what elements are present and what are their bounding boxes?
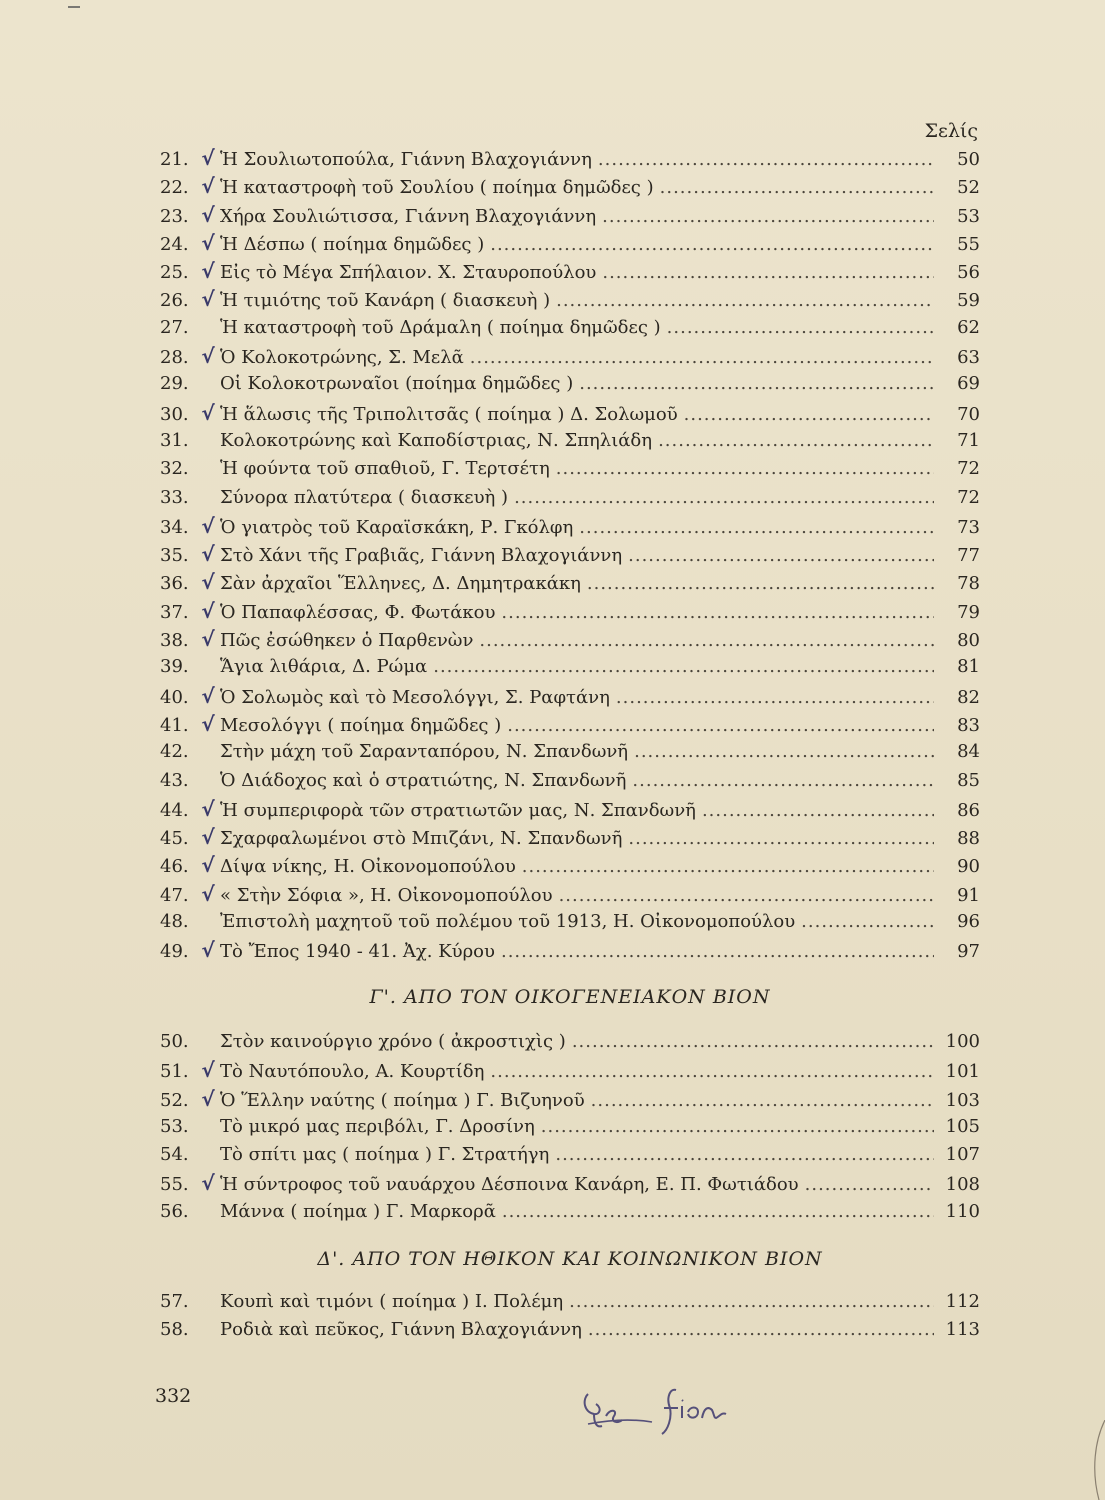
entry-page: 69: [957, 373, 980, 395]
entry-title: Ὁ Κολοκοτρώνης, Σ. Μελᾶ: [220, 347, 464, 369]
entry-page: 84: [957, 741, 980, 763]
dot-leader: [579, 514, 934, 542]
entry-number: 35.: [160, 545, 189, 567]
dot-leader: [684, 401, 934, 429]
dot-leader: [587, 570, 934, 598]
entry-page: 79: [957, 601, 980, 623]
entry-number: 45.: [160, 828, 189, 850]
check-mark-icon: √: [201, 711, 215, 736]
entry-number: 23.: [160, 205, 189, 227]
dot-leader: [572, 1028, 934, 1056]
dot-leader: [805, 1171, 934, 1199]
check-mark-icon: √: [201, 287, 215, 312]
entry-number: 21.: [160, 149, 189, 170]
check-mark-icon: √: [201, 202, 215, 227]
entry-page: 113: [945, 1319, 980, 1341]
toc-entry: [160, 314, 980, 342]
entry-title: Τὸ μικρό μας περιβόλι, Γ. Δροσίνη: [220, 1115, 535, 1137]
dot-leader: [522, 853, 934, 881]
entry-title: Ἡ καταστροφὴ τοῦ Σουλίου ( ποίημα δημῶδες ): [220, 177, 654, 199]
entry-title: Μεσολόγγι ( ποίημα δημῶδες ): [220, 714, 502, 736]
entry-number: 47.: [160, 884, 189, 906]
entry-title: Χήρα Σουλιώτισσα, Γιάννη Βλαχογιάννη: [220, 205, 597, 227]
toc-entry: [160, 455, 980, 483]
toc-entry: [160, 342, 980, 370]
toc-entry: [160, 285, 980, 313]
entry-number: 41.: [160, 714, 189, 736]
entry-number: 56.: [160, 1200, 189, 1222]
dot-leader: [569, 1288, 934, 1316]
entry-number: 44.: [160, 799, 189, 821]
entry-title: Πῶς ἐσώθηκεν ὁ Παρθενὼν: [220, 630, 474, 652]
entry-number: 40.: [160, 686, 189, 708]
entry-page: 103: [945, 1089, 980, 1111]
entry-title: Στὴν μάχη τοῦ Σαρανταπόρου, Ν. Σπανδωνῆ: [220, 741, 629, 763]
entry-page: 112: [945, 1291, 980, 1312]
entry-title: Ἡ τιμιότης τοῦ Κανάρη ( διασκευὴ ): [220, 290, 551, 312]
entry-page: 78: [957, 573, 980, 595]
check-mark-icon: √: [201, 1058, 215, 1083]
entry-number: 52.: [160, 1089, 189, 1111]
toc-entry: [160, 257, 980, 285]
dot-leader: [579, 370, 934, 398]
entry-page: 50: [957, 149, 980, 170]
toc-entry: [160, 597, 980, 625]
check-mark-icon: √: [201, 825, 215, 850]
entry-number: 38.: [160, 630, 189, 652]
toc-entry: [160, 144, 980, 172]
entry-title: Οἱ Κολοκοτρωναῖοι (ποίημα δημῶδες ): [220, 373, 574, 395]
entry-number: 34.: [160, 516, 189, 538]
entry-number: 29.: [160, 373, 189, 395]
check-mark-icon: √: [201, 853, 215, 878]
dot-leader: [628, 542, 934, 570]
entry-page: 90: [957, 856, 980, 878]
entry-number: 48.: [160, 911, 189, 933]
toc-entry: [160, 625, 980, 653]
check-mark-icon: √: [201, 598, 215, 623]
entry-number: 37.: [160, 601, 189, 623]
dot-leader: [632, 767, 934, 795]
entry-title: « Στὴν Σόφια », Η. Οἰκονομοπούλου: [220, 884, 553, 906]
entry-page: 53: [957, 205, 980, 227]
check-mark-icon: √: [201, 400, 215, 425]
entry-number: 46.: [160, 856, 189, 878]
dot-leader: [616, 684, 934, 712]
dot-leader: [660, 174, 934, 202]
check-mark-icon: √: [201, 344, 215, 369]
dot-leader: [507, 712, 934, 740]
toc-entry: [160, 1288, 980, 1316]
toc-entry: [160, 908, 980, 936]
entry-page: 91: [957, 884, 980, 906]
toc-entry: [160, 1198, 980, 1226]
entry-number: 22.: [160, 177, 189, 199]
entry-number: 28.: [160, 347, 189, 369]
check-mark-icon: √: [201, 627, 215, 652]
entry-number: 55.: [160, 1174, 189, 1196]
toc-entry: [160, 568, 980, 596]
toc-entry: [160, 1056, 980, 1084]
entry-number: 49.: [160, 941, 189, 963]
dot-leader: [490, 231, 934, 259]
entry-page: 108: [945, 1174, 980, 1196]
dot-leader: [479, 627, 934, 655]
entry-number: 24.: [160, 233, 189, 255]
toc-entry: [160, 427, 980, 455]
entry-number: 43.: [160, 769, 189, 791]
toc-entry: [160, 370, 980, 398]
entry-title: Ὁ Διάδοχος καὶ ὁ στρατιώτης, Ν. Σπανδωνῆ: [220, 769, 627, 791]
toc-entry: [160, 682, 980, 710]
entry-number: 42.: [160, 741, 189, 763]
entry-title: Ροδιὰ καὶ πεῦκος, Γιάννη Βλαχογιάννη: [220, 1319, 582, 1341]
entry-title: Ὁ Ἕλλην ναύτης ( ποίημα ) Γ. Βιζυηνοῦ: [220, 1089, 585, 1111]
entry-number: 57.: [160, 1291, 189, 1312]
entry-title: Τὸ Ἔπος 1940 - 41. Ἀχ. Κύρου: [220, 941, 495, 963]
entry-number: 26.: [160, 290, 189, 312]
dot-leader: [667, 314, 934, 342]
toc-entry: [160, 767, 980, 795]
entry-title: Σχαρφαλωμένοι στὸ Μπιζάνι, Ν. Σπανδωνῆ: [220, 828, 623, 850]
check-mark-icon: √: [201, 683, 215, 708]
entry-page: 71: [957, 429, 980, 451]
entry-number: 25.: [160, 262, 189, 284]
check-mark-icon: √: [201, 938, 215, 963]
entry-title: Ἡ Σουλιωτοπούλα, Γιάννη Βλαχογιάννη: [220, 149, 592, 170]
entry-title: Ἡ καταστροφὴ τοῦ Δράμαλη ( ποίημα δημῶδες ): [220, 316, 661, 338]
ink-smudge: [60, 0, 90, 14]
toc-section-g: [160, 1028, 980, 1226]
entry-number: 32.: [160, 458, 189, 480]
dot-leader: [433, 653, 934, 681]
toc-entry: [160, 1113, 980, 1141]
entry-page: 55: [957, 233, 980, 255]
entry-title: Ὁ Σολωμὸς καὶ τὸ Μεσολόγγι, Σ. Ραφτάνη: [220, 686, 610, 708]
entry-number: 58.: [160, 1319, 189, 1341]
toc-entry: [160, 201, 980, 229]
entry-title: Ἡ ἅλωσις τῆς Τριπολιτσᾶς ( ποίημα ) Δ. Σολωμοῦ: [220, 403, 678, 425]
toc-entry: [160, 512, 980, 540]
entry-page: 59: [957, 290, 980, 312]
toc-entry: [160, 851, 980, 879]
handwritten-signature: [580, 1378, 750, 1438]
entry-title: Κολοκοτρώνης καὶ Καποδίστριας, Ν. Σπηλιάδη: [220, 429, 653, 451]
toc-entry: [160, 1085, 980, 1113]
entry-title: Ἡ σύντροφος τοῦ ναυάρχου Δέσποινα Κανάρη, Ε. Π. Φωτιάδου: [220, 1174, 799, 1196]
dot-leader: [470, 344, 934, 372]
toc-entry: [160, 823, 980, 851]
check-mark-icon: √: [201, 570, 215, 595]
entry-page: 101: [945, 1061, 980, 1083]
toc-entry: [160, 710, 980, 738]
dot-leader: [602, 259, 934, 287]
toc-section-a: [160, 144, 980, 965]
dot-leader: [556, 287, 934, 315]
dot-leader: [556, 455, 934, 483]
section-heading-family-life: Γ'. ΑΠΟ ΤΟΝ ΟΙΚΟΓΕΝΕΙΑΚΟΝ ΒΙΟΝ: [369, 986, 771, 1008]
entry-number: 30.: [160, 403, 189, 425]
entry-title: Σύνορα πλατύτερα ( διασκευὴ ): [220, 486, 509, 508]
entry-number: 53.: [160, 1115, 189, 1137]
toc-entry: [160, 540, 980, 568]
toc-entry: [160, 795, 980, 823]
entry-page: 110: [945, 1200, 980, 1222]
toc-entry: [160, 484, 980, 512]
dot-leader: [602, 203, 934, 231]
page-edge-curl: [1083, 1420, 1105, 1500]
dot-leader: [628, 825, 934, 853]
dot-leader: [559, 882, 934, 910]
dot-leader: [588, 1316, 934, 1344]
toc-entry: [160, 399, 980, 427]
toc-entry: [160, 1316, 980, 1344]
entry-title: Εἰς τὸ Μέγα Σπήλαιον. Χ. Σταυροπούλου: [220, 262, 597, 284]
entry-number: 50.: [160, 1031, 189, 1052]
entry-title: Κουπὶ καὶ τιμόνι ( ποίημα ) Ι. Πολέμη: [220, 1291, 564, 1312]
entry-title: Στὸ Χάνι τῆς Γραβιᾶς, Γιάννη Βλαχογιάννη: [220, 545, 623, 567]
entry-number: 39.: [160, 656, 189, 678]
toc-entry: [160, 738, 980, 766]
entry-title: Ἡ συμπεριφορὰ τῶν στρατιωτῶν μας, Ν. Σπανδωνῆ: [220, 799, 696, 821]
entry-title: Τὸ Ναυτόπουλο, Α. Κουρτίδη: [220, 1061, 485, 1083]
check-mark-icon: √: [201, 796, 215, 821]
entry-page: 85: [957, 769, 980, 791]
entry-page: 88: [957, 828, 980, 850]
check-mark-icon: √: [201, 230, 215, 255]
entry-page: 83: [957, 714, 980, 736]
entry-title: Σὰν ἀρχαῖοι Ἕλληνες, Δ. Δημητρακάκη: [220, 573, 581, 595]
dot-leader: [501, 938, 934, 966]
toc-section-d: [160, 1288, 980, 1345]
section-heading-moral-social-life: Δ'. ΑΠΟ ΤΟΝ ΗΘΙΚΟΝ ΚΑΙ ΚΟΙΝΩΝΙΚΟΝ ΒΙΟΝ: [317, 1248, 823, 1270]
toc-entry: [160, 1028, 980, 1056]
check-mark-icon: √: [201, 146, 215, 170]
check-mark-icon: √: [201, 542, 215, 567]
check-mark-icon: √: [201, 1171, 215, 1196]
dot-leader: [501, 599, 934, 627]
entry-page: 86: [957, 799, 980, 821]
page-number: 332: [155, 1385, 192, 1407]
dot-leader: [598, 146, 934, 174]
entry-page: 73: [957, 516, 980, 538]
entry-page: 72: [957, 458, 980, 480]
dot-leader: [502, 1198, 934, 1226]
toc-entry: [160, 936, 980, 964]
check-mark-icon: √: [201, 259, 215, 284]
entry-page: 105: [945, 1115, 980, 1137]
dot-leader: [490, 1058, 934, 1086]
entry-title: Ἅγια λιθάρια, Δ. Ρώμα: [220, 656, 428, 678]
entry-page: 80: [957, 630, 980, 652]
page-column-label: Σελίς: [924, 120, 978, 142]
entry-number: 36.: [160, 573, 189, 595]
entry-title: Μάννα ( ποίημα ) Γ. Μαρκορᾶ: [220, 1200, 496, 1222]
entry-title: Στὸν καινούργιο χρόνο ( ἀκροστιχὶς ): [220, 1031, 566, 1052]
entry-number: 54.: [160, 1144, 189, 1166]
entry-title: Τὸ σπίτι μας ( ποίημα ) Γ. Στρατήγη: [220, 1144, 550, 1166]
check-mark-icon: √: [201, 881, 215, 906]
dot-leader: [555, 1141, 934, 1169]
entry-title: Ἡ Δέσπω ( ποίημα δημῶδες ): [220, 233, 485, 255]
toc-entry: [160, 653, 980, 681]
toc-entry: [160, 172, 980, 200]
dot-leader: [541, 1113, 934, 1141]
entry-page: 107: [945, 1144, 980, 1166]
entry-page: 56: [957, 262, 980, 284]
entry-page: 81: [957, 656, 980, 678]
entry-page: 82: [957, 686, 980, 708]
entry-page: 70: [957, 403, 980, 425]
entry-number: 27.: [160, 316, 189, 338]
toc-entry: [160, 1141, 980, 1169]
toc-entry: [160, 880, 980, 908]
entry-page: 96: [957, 911, 980, 933]
entry-page: 52: [957, 177, 980, 199]
dot-leader: [801, 908, 934, 936]
entry-page: 100: [945, 1031, 980, 1052]
entry-page: 97: [957, 941, 980, 963]
toc-entry: [160, 1169, 980, 1197]
dot-leader: [634, 738, 934, 766]
dot-leader: [591, 1087, 934, 1115]
check-mark-icon: √: [201, 513, 215, 538]
entry-page: 77: [957, 545, 980, 567]
dot-leader: [658, 427, 934, 455]
entry-title: Ἡ φούντα τοῦ σπαθιοῦ, Γ. Τερτσέτη: [220, 458, 550, 480]
entry-title: Ὁ γιατρὸς τοῦ Καραϊσκάκη, Ρ. Γκόλφη: [220, 516, 574, 538]
dot-leader: [514, 484, 934, 512]
entry-title: Ὁ Παπαφλέσσας, Φ. Φωτάκου: [220, 601, 496, 623]
check-mark-icon: √: [201, 1086, 215, 1111]
entry-page: 62: [957, 316, 980, 338]
entry-number: 33.: [160, 486, 189, 508]
entry-page: 72: [957, 486, 980, 508]
entry-title: Ἐπιστολὴ μαχητοῦ τοῦ πολέμου τοῦ 1913, Η. Οἰκονομοπούλου: [220, 911, 796, 933]
entry-number: 31.: [160, 429, 189, 451]
entry-title: Δίψα νίκης, Η. Οἰκονομοπούλου: [220, 856, 516, 878]
toc-entry: [160, 229, 980, 257]
entry-number: 51.: [160, 1061, 189, 1083]
check-mark-icon: √: [201, 174, 215, 199]
entry-page: 63: [957, 347, 980, 369]
dot-leader: [702, 797, 934, 825]
